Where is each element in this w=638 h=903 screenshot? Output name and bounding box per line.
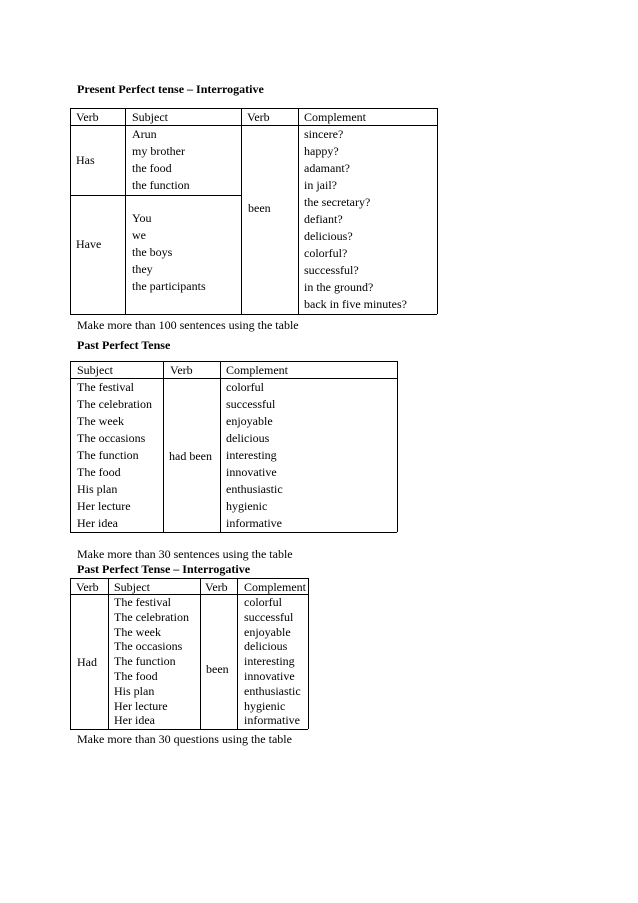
complement-item: interesting (244, 654, 295, 669)
header-subject: Subject (114, 580, 150, 594)
subjects-list (114, 595, 189, 728)
complement-item: delicious? (304, 229, 353, 243)
verb-has: Has (76, 153, 95, 167)
subjects-have-list (132, 210, 206, 295)
header-verb: Verb (76, 110, 99, 124)
complement-item: hygienic (226, 499, 268, 513)
subject-item: Arun (132, 127, 157, 141)
subject-item: my brother (132, 144, 185, 158)
section1-note: Make more than 100 sentences using the table (77, 318, 299, 332)
complement-item: interesting (226, 448, 277, 462)
complement-item: the secretary? (304, 195, 371, 209)
subject-item: The food (114, 668, 158, 683)
verb-been: been (248, 201, 271, 215)
subjects-has-list (132, 126, 190, 194)
subject-item: The week (114, 624, 161, 639)
section3-note: Make more than 30 questions using the table (77, 732, 292, 746)
header-complement: Complement (304, 110, 366, 124)
complement-item: delicious (244, 639, 288, 654)
complement-item: back in five minutes? (304, 297, 407, 311)
subject-item: Her idea (77, 516, 118, 530)
complements-list (226, 379, 283, 532)
header-subject: Subject (132, 110, 168, 124)
header-complement: Complement (244, 580, 306, 594)
header-verb-2: Verb (205, 580, 228, 594)
subject-item: the participants (132, 279, 206, 293)
complement-item: hygienic (244, 698, 286, 713)
subject-item: they (132, 262, 153, 276)
subject-item: The function (77, 448, 139, 462)
complement-item: enthusiastic (226, 482, 283, 496)
complement-item: successful (244, 609, 294, 624)
complement-item: colorful (226, 380, 264, 394)
subject-item: His plan (77, 482, 118, 496)
subject-item: The festival (114, 595, 171, 609)
subject-item: Her lecture (77, 499, 131, 513)
complement-item: enthusiastic (244, 683, 301, 698)
complement-item: happy? (304, 144, 339, 158)
complement-item: colorful (244, 595, 282, 609)
complement-item: in the ground? (304, 280, 374, 294)
verb-had-been: had been (169, 449, 212, 463)
complement-item: adamant? (304, 161, 350, 175)
section2-title: Past Perfect Tense (77, 338, 171, 352)
complement-item: informative (226, 516, 282, 530)
complement-item: innovative (244, 668, 295, 683)
complement-item: enjoyable (244, 624, 291, 639)
complement-item: innovative (226, 465, 277, 479)
complement-item: in jail? (304, 178, 337, 192)
subject-item: the boys (132, 245, 173, 259)
subject-item: The function (114, 654, 176, 669)
subject-item: The week (77, 414, 124, 428)
subjects-list (77, 379, 152, 532)
section1-title: Present Perfect tense – Interrogative (77, 82, 264, 96)
subject-item: The celebration (114, 609, 189, 624)
complement-item: successful? (304, 263, 359, 277)
subject-item: The celebration (77, 397, 152, 411)
complements-list (304, 126, 407, 313)
subject-item: Her lecture (114, 698, 168, 713)
complement-item: defiant? (304, 212, 343, 226)
verb-had: Had (77, 655, 97, 669)
subject-item: the food (132, 161, 172, 175)
complement-item: enjoyable (226, 414, 273, 428)
complement-item: delicious (226, 431, 270, 445)
header-complement: Complement (226, 363, 288, 377)
subject-item: His plan (114, 683, 155, 698)
section3-title: Past Perfect Tense – Interrogative (77, 562, 251, 576)
subject-item: The food (77, 465, 121, 479)
complement-item: colorful? (304, 246, 348, 260)
header-verb: Verb (170, 363, 193, 377)
verb-been: been (206, 662, 229, 676)
verb-have: Have (76, 237, 102, 251)
header-verb-2: Verb (247, 110, 270, 124)
complement-item: informative (244, 713, 300, 728)
complement-item: successful (226, 397, 276, 411)
subject-item: we (132, 228, 146, 242)
header-verb: Verb (76, 580, 99, 594)
section2-note: Make more than 30 sentences using the table (77, 547, 293, 561)
subject-item: Her idea (114, 713, 155, 728)
subject-item: The occasions (77, 431, 146, 445)
subject-item: The festival (77, 380, 134, 394)
subject-item: You (132, 211, 152, 225)
complement-item: sincere? (304, 127, 344, 141)
header-subject: Subject (77, 363, 113, 377)
complements-list (244, 595, 301, 728)
subject-item: the function (132, 178, 190, 192)
subject-item: The occasions (114, 639, 183, 654)
